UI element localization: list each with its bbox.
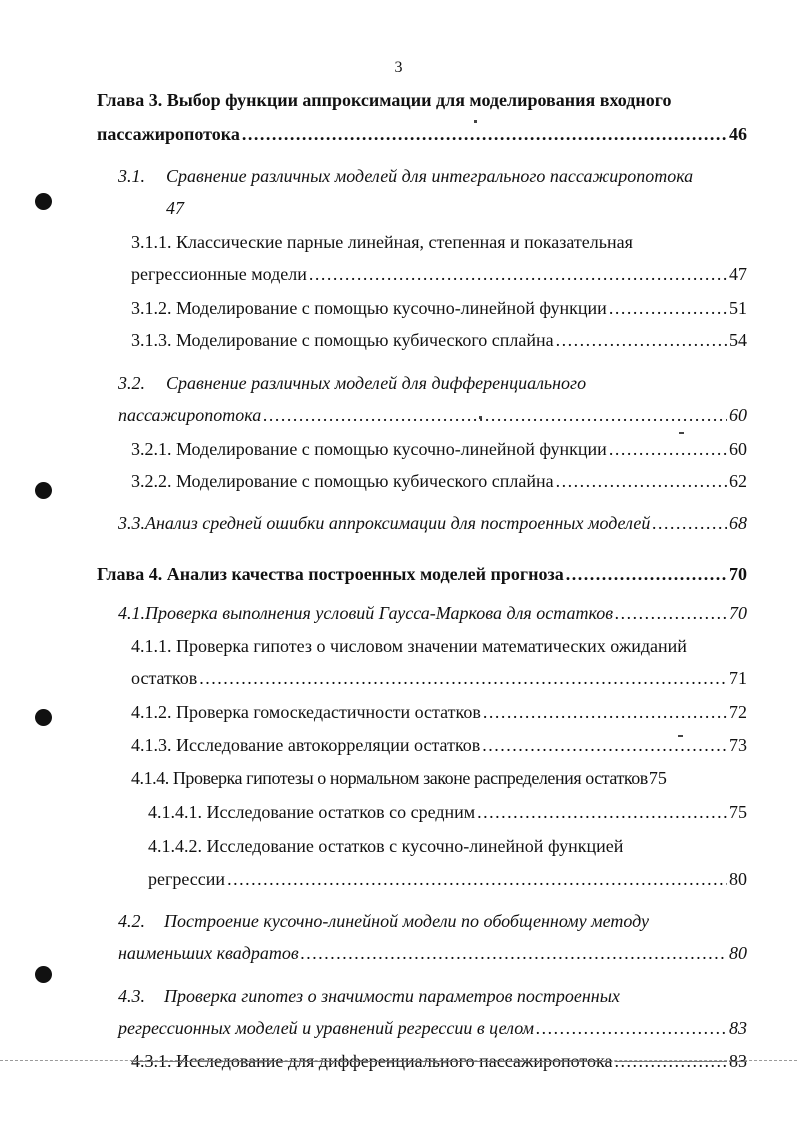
toc-section-4-2-line1[interactable]: [118, 910, 747, 932]
toc-page-number: 75: [648, 768, 667, 788]
toc-entry-title: 4.1.2. Проверка гомоскедастичности остатков: [131, 702, 481, 722]
toc-chapter-3-line1[interactable]: [97, 89, 747, 111]
toc-section-number: 3.1.: [118, 166, 145, 186]
toc-section-number: 3.2.: [118, 373, 145, 393]
toc-page-number: 80: [729, 869, 747, 889]
toc-section-number: 3.3.: [118, 513, 145, 533]
toc-subsubsection-4-1-4-1[interactable]: [148, 801, 747, 823]
toc-entry-title: 4.1.4. Проверка гипотезы о нормальном законе распределения остатков: [131, 768, 648, 788]
toc-page-number: 72: [729, 702, 747, 722]
scan-speck: [679, 432, 684, 434]
toc-subsection-4-1-1-line1[interactable]: [131, 635, 747, 657]
toc-entry-title: 4.1.1. Проверка гипотез о числовом значении математических ожиданий: [131, 636, 687, 656]
dot-leader: [483, 701, 727, 723]
toc-entry-title: 4.1.3. Исследование автокорреляции остатков: [131, 735, 481, 755]
toc-entry-title: 4.3.1. Исследование для дифференциального пассажиропотока: [131, 1051, 613, 1071]
toc-entry-title: Глава 3. Выбор функции аппроксимации для моделирования входного: [97, 90, 672, 110]
toc-subsection-3-2-1[interactable]: [131, 438, 747, 460]
toc-section-4-3-line1[interactable]: [118, 985, 747, 1007]
toc-entry-title: Проверка гипотез о значимости параметров построенных: [164, 986, 620, 1006]
toc-entry-title: Проверка выполнения условий Гаусса-Маркова для остатков: [145, 603, 614, 623]
dot-leader: [614, 1050, 727, 1072]
dot-leader: [609, 297, 727, 319]
dot-leader: [227, 868, 727, 890]
toc-subsection-4-1-3[interactable]: [131, 734, 747, 756]
dot-leader: [556, 470, 727, 492]
toc-entry-title: пассажиропотока: [97, 124, 240, 144]
dot-leader: [199, 667, 727, 689]
toc-section-3-1-page-line: [166, 197, 266, 219]
toc-entry-title: 4.1.4.2. Исследование остатков с кусочно-линейной функцией: [148, 836, 624, 856]
toc-subsection-4-1-2[interactable]: [131, 701, 747, 723]
toc-subsection-4-3-1[interactable]: [131, 1050, 747, 1072]
toc-page-number: 68: [729, 513, 747, 533]
toc-subsection-3-1-1-line1[interactable]: [131, 231, 747, 253]
toc-section-4-1[interactable]: [118, 602, 747, 624]
toc-entry-title: остатков: [131, 668, 198, 688]
toc-entry-title: 3.2.2. Моделирование с помощью кубического сплайна: [131, 471, 554, 491]
binder-hole: [35, 193, 52, 210]
dot-leader: [609, 438, 727, 460]
page-number: 3: [394, 59, 403, 76]
toc-page-number: 60: [729, 439, 747, 459]
toc-page-number: 47: [729, 264, 747, 284]
toc-page-number: 83: [729, 1051, 747, 1071]
toc-page-number: 75: [729, 802, 747, 822]
dot-leader: [536, 1017, 727, 1039]
toc-page-number: 73: [729, 735, 747, 755]
toc-page-number: 70: [729, 603, 747, 623]
toc-page-number: 71: [729, 668, 747, 688]
toc-subsection-4-1-1-line2[interactable]: [131, 667, 747, 689]
toc-page-number: 83: [729, 1018, 747, 1038]
toc-entry-title: регрессии: [148, 869, 226, 889]
dot-leader: [242, 123, 727, 145]
toc-entry-title: 3.1.3. Моделирование с помощью кубического сплайна: [131, 330, 554, 350]
toc-entry-title: пассажиропотока: [118, 405, 262, 425]
toc-entry-title: 3.1.2. Моделирование с помощью кусочно-линейной функции: [131, 298, 607, 318]
toc-subsubsection-4-1-4-2-line1[interactable]: [148, 835, 747, 857]
toc-subsection-3-1-2[interactable]: [131, 297, 747, 319]
binder-hole: [35, 709, 52, 726]
dot-leader: [615, 602, 727, 624]
toc-subsection-3-2-2[interactable]: [131, 470, 747, 492]
toc-entry-title: регрессионные модели: [131, 264, 307, 284]
toc-page-number: 62: [729, 471, 747, 491]
dot-leader: [477, 801, 727, 823]
toc-entry-title: наименьших квадратов: [118, 943, 299, 963]
dot-leader: [301, 942, 727, 964]
toc-section-3-3[interactable]: [118, 512, 747, 534]
toc-chapter-3-line2[interactable]: [97, 123, 747, 145]
toc-page-number: 80: [729, 943, 747, 963]
toc-chapter-4[interactable]: [97, 563, 747, 585]
dot-leader: [309, 263, 727, 285]
toc-section-number: 4.1.: [118, 603, 145, 623]
toc-entry-title: Анализ средней ошибки аппроксимации для построенных моделей: [145, 513, 651, 533]
toc-page-number: 60: [729, 405, 747, 425]
toc-page-number: 46: [729, 124, 747, 144]
toc-entry-title: регрессионных моделей и уравнений регрессии в целом: [118, 1018, 535, 1038]
toc-section-number: 4.2.: [118, 911, 145, 931]
toc-page-number: 47: [166, 198, 184, 218]
binder-hole: [35, 966, 52, 983]
toc-section-3-2-line1[interactable]: [118, 372, 747, 394]
toc-entry-title: Глава 4. Анализ качества построенных моделей прогноза: [97, 564, 564, 584]
toc-page-number: 70: [729, 564, 747, 584]
toc-page-number: 54: [729, 330, 747, 350]
toc-entry-title: 3.2.1. Моделирование с помощью кусочно-линейной функции: [131, 439, 607, 459]
toc-subsubsection-4-1-4-2-line2[interactable]: [148, 868, 747, 890]
toc-subsection-3-1-3[interactable]: [131, 329, 747, 351]
toc-section-4-3-line2[interactable]: [118, 1017, 747, 1039]
dot-leader: [556, 329, 727, 351]
toc-entry-title: Сравнение различных моделей для дифференциального: [166, 373, 587, 393]
toc-entry-title: Построение кусочно-линейной модели по обобщенному методу: [164, 911, 649, 931]
toc-entry-title: Сравнение различных моделей для интегрального пассажиропотока: [166, 166, 694, 186]
toc-section-number: 4.3.: [118, 986, 145, 1006]
toc-entry-title: 4.1.4.1. Исследование остатков со средним: [148, 802, 476, 822]
dot-leader: [263, 404, 727, 426]
dot-leader: [652, 512, 727, 534]
dot-leader: [482, 734, 727, 756]
toc-page-number: 51: [729, 298, 747, 318]
toc-entry-title: 3.1.1. Классические парные линейная, степенная и показательная: [131, 232, 633, 252]
toc-section-4-2-line2[interactable]: [118, 942, 747, 964]
toc-section-3-2-line2[interactable]: [118, 404, 747, 426]
toc-subsection-4-1-4[interactable]: [131, 767, 747, 789]
dot-leader: [566, 563, 727, 585]
toc-subsection-3-1-1-line2[interactable]: [131, 263, 747, 285]
toc-section-3-1[interactable]: [118, 165, 747, 187]
binder-hole: [35, 482, 52, 499]
